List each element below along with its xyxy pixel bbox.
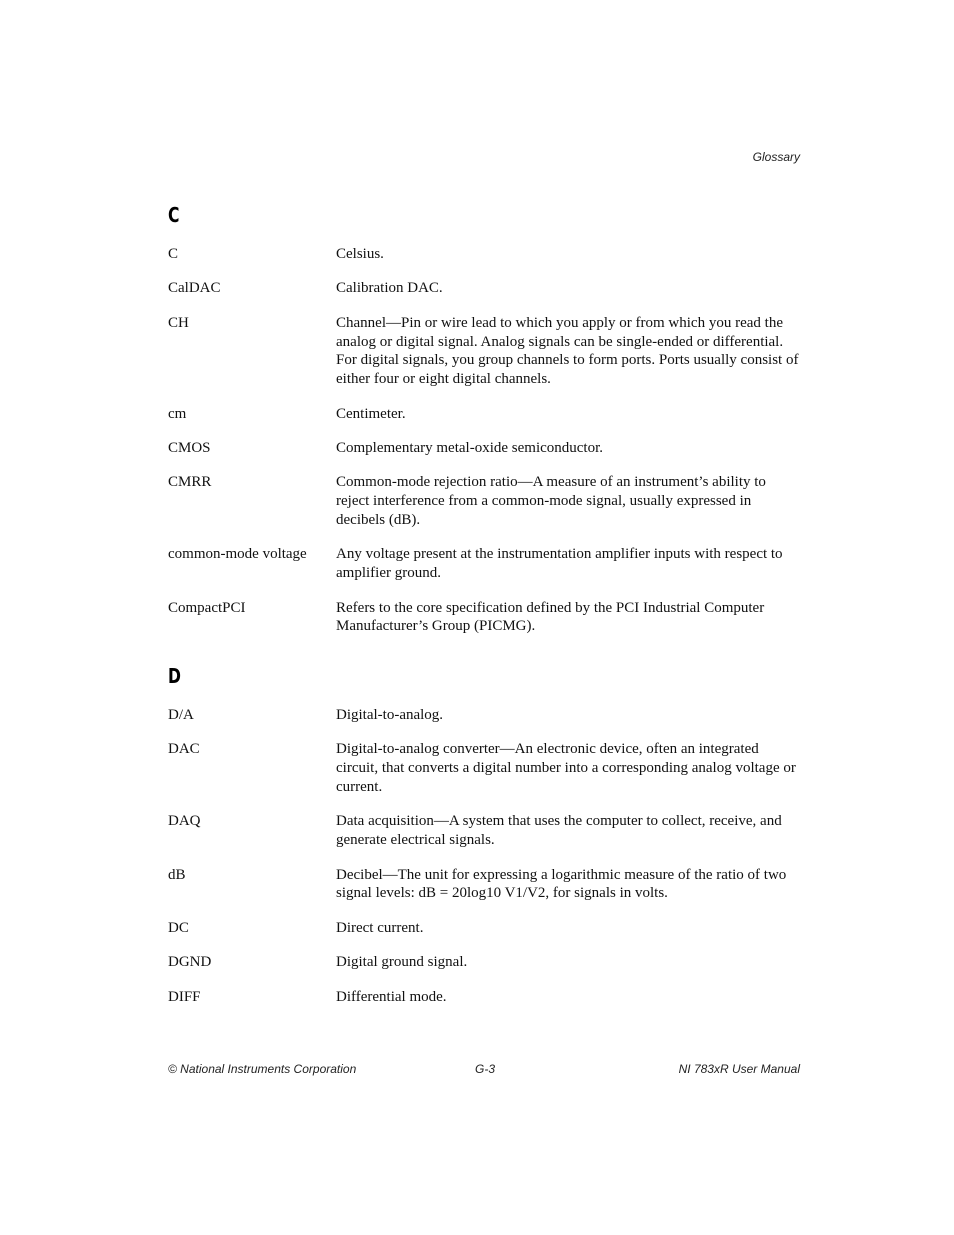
glossary-definition: Data acquisition—A system that uses the computer to collect, receive, and generate electrical signals.	[336, 813, 782, 849]
glossary-definition: Direct current.	[336, 919, 424, 936]
glossary-entry	[168, 405, 800, 424]
glossary-entry	[168, 866, 800, 904]
glossary-term: DC	[168, 919, 189, 936]
section-heading-d: D	[168, 664, 181, 688]
glossary-definition: Calibration DAC.	[336, 280, 443, 297]
glossary-definition: Celsius.	[336, 246, 384, 262]
glossary-entry	[168, 740, 800, 796]
glossary-definition: Common-mode rejection ratio—A measure of an instrument’s ability to reject interference from a common-mode signal, usually expressed in decibels (dB).	[336, 474, 766, 528]
glossary-entry	[168, 988, 800, 1007]
page-footer	[168, 1062, 800, 1078]
glossary-term: CompactPCI	[168, 599, 246, 616]
glossary-entry	[168, 314, 800, 389]
glossary-entry	[168, 279, 800, 298]
glossary-term: DAC	[168, 741, 200, 758]
glossary-entry	[168, 545, 800, 583]
glossary-definition: Digital-to-analog.	[336, 707, 444, 723]
section-heading-c: C	[168, 203, 180, 227]
glossary-term: CMOS	[168, 439, 211, 456]
footer-manual-title: NI 783xR User Manual	[678, 1062, 800, 1076]
glossary-definition: Decibel—The unit for expressing a logarithmic measure of the ratio of two signal levels: dB = 20log10 V1/V2, for signals in volts.	[336, 866, 787, 902]
glossary-entry	[168, 812, 800, 850]
glossary-term: D/A	[168, 707, 194, 723]
glossary-entry	[168, 919, 800, 938]
glossary-term: CH	[168, 314, 189, 331]
glossary-definition: Refers to the core specification defined by the PCI Industrial Computer Manufacturer’s Group (PICMG).	[336, 599, 765, 635]
glossary-definition: Digital-to-analog converter—An electronic device, often an integrated circuit, that converts a digital number into a corresponding analog voltage or current.	[336, 741, 796, 795]
glossary-section-c	[168, 245, 800, 636]
glossary-term: cm	[168, 405, 187, 422]
glossary-term: DGND	[168, 954, 212, 971]
glossary-term: C	[168, 246, 179, 262]
glossary-section-d	[168, 706, 800, 1006]
page-number: G-3	[475, 1062, 496, 1076]
running-header: Glossary	[752, 150, 800, 164]
glossary-term: common-mode voltage	[168, 546, 307, 563]
glossary-definition: Differential mode.	[336, 988, 447, 1005]
glossary-term: CalDAC	[168, 280, 221, 297]
glossary-term: dB	[168, 866, 186, 883]
glossary-term: DAQ	[168, 813, 201, 830]
glossary-term: CMRR	[168, 474, 212, 491]
footer-copyright: © National Instruments Corporation	[168, 1062, 357, 1076]
glossary-definition: Channel—Pin or wire lead to which you apply or from which you read the analog or digital signal. Analog signals can be single-ended or differential. For digital signals, you group channels to form ports. Ports usually consist of either four or eight digital channels.	[336, 314, 799, 388]
glossary-entry	[168, 473, 800, 529]
glossary-term: DIFF	[168, 988, 201, 1005]
glossary-entry	[168, 599, 800, 637]
glossary-entry	[168, 953, 800, 972]
glossary-definition: Complementary metal-oxide semiconductor.	[336, 439, 604, 456]
glossary-entry	[168, 245, 800, 264]
glossary-entry	[168, 439, 800, 458]
glossary-definition: Any voltage present at the instrumentation amplifier inputs with respect to amplifier ground.	[336, 546, 783, 582]
glossary-entry	[168, 706, 800, 725]
glossary-definition: Digital ground signal.	[336, 954, 468, 971]
glossary-definition: Centimeter.	[336, 405, 406, 422]
